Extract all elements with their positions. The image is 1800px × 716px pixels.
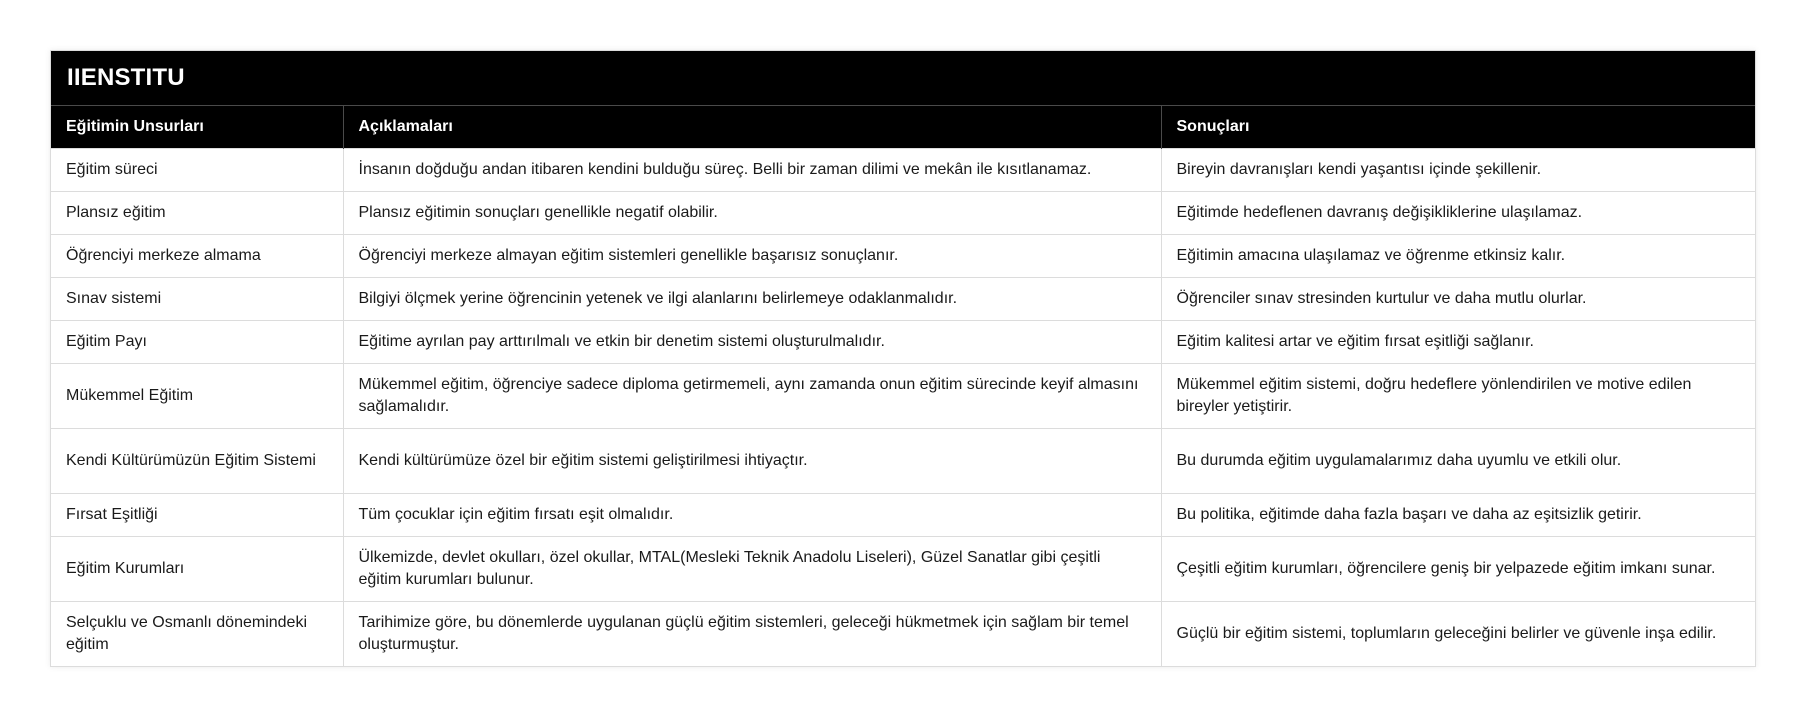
table-row (51, 321, 1755, 364)
education-table (51, 105, 1755, 666)
table-row (51, 278, 1755, 321)
cell-element: Kendi Kültürümüzün Eğitim Sistemi (51, 429, 343, 494)
cell-description: İnsanın doğduğu andan itibaren kendini bulduğu süreç. Belli bir zaman dilimi ve mekân ile kısıtlanamaz. (343, 149, 1161, 192)
table-row (51, 192, 1755, 235)
cell-result: Öğrenciler sınav stresinden kurtulur ve daha mutlu olurlar. (1161, 278, 1755, 321)
cell-result: Çeşitli eğitim kurumları, öğrencilere geniş bir yelpazede eğitim imkanı sunar. (1161, 537, 1755, 602)
table-row (51, 364, 1755, 429)
cell-result: Eğitim kalitesi artar ve eğitim fırsat eşitliği sağlanır. (1161, 321, 1755, 364)
education-table-card (50, 50, 1756, 667)
cell-element: Eğitim Payı (51, 321, 343, 364)
cell-element: Mükemmel Eğitim (51, 364, 343, 429)
cell-result: Eğitimin amacına ulaşılamaz ve öğrenme etkinsiz kalır. (1161, 235, 1755, 278)
cell-element: Eğitim süreci (51, 149, 343, 192)
cell-result: Bu durumda eğitim uygulamalarımız daha uyumlu ve etkili olur. (1161, 429, 1755, 494)
cell-result: Güçlü bir eğitim sistemi, toplumların geleceğini belirler ve güvenle inşa edilir. (1161, 602, 1755, 667)
cell-element: Sınav sistemi (51, 278, 343, 321)
cell-result: Bu politika, eğitimde daha fazla başarı ve daha az eşitsizlik getirir. (1161, 494, 1755, 537)
cell-description: Tarihimize göre, bu dönemlerde uygulanan güçlü eğitim sistemleri, geleceği hükmetmek için sağlam bir temel oluşturmuştur. (343, 602, 1161, 667)
cell-element: Eğitim Kurumları (51, 537, 343, 602)
table-row (51, 429, 1755, 494)
cell-description: Plansız eğitimin sonuçları genellikle negatif olabilir. (343, 192, 1161, 235)
cell-element: Plansız eğitim (51, 192, 343, 235)
cell-description: Kendi kültürümüze özel bir eğitim sistemi geliştirilmesi ihtiyaçtır. (343, 429, 1161, 494)
table-title: IIENSTITU (51, 51, 1755, 105)
column-header-descriptions: Açıklamaları (343, 106, 1161, 149)
cell-description: Bilgiyi ölçmek yerine öğrencinin yetenek ve ilgi alanlarını belirlemeye odaklanmalıdır. (343, 278, 1161, 321)
table-row (51, 494, 1755, 537)
cell-description: Tüm çocuklar için eğitim fırsatı eşit olmalıdır. (343, 494, 1161, 537)
cell-result: Mükemmel eğitim sistemi, doğru hedeflere yönlendirilen ve motive edilen bireyler yetiştirir. (1161, 364, 1755, 429)
cell-element: Öğrenciyi merkeze almama (51, 235, 343, 278)
header-row (51, 106, 1755, 149)
cell-description: Eğitime ayrılan pay arttırılmalı ve etkin bir denetim sistemi oluşturulmalıdır. (343, 321, 1161, 364)
cell-element: Fırsat Eşitliği (51, 494, 343, 537)
cell-description: Öğrenciyi merkeze almayan eğitim sistemleri genellikle başarısız sonuçlanır. (343, 235, 1161, 278)
column-header-results: Sonuçları (1161, 106, 1755, 149)
table-row (51, 149, 1755, 192)
cell-description: Ülkemizde, devlet okulları, özel okullar, MTAL(Mesleki Teknik Anadolu Liseleri), Güzel Sanatlar gibi çeşitli eğitim kurumları bulunur. (343, 537, 1161, 602)
table-row (51, 235, 1755, 278)
cell-result: Bireyin davranışları kendi yaşantısı içinde şekillenir. (1161, 149, 1755, 192)
column-header-elements: Eğitimin Unsurları (51, 106, 343, 149)
cell-description: Mükemmel eğitim, öğrenciye sadece diploma getirmemeli, aynı zamanda onun eğitim sürecinde keyif almasını sağlamalıdır. (343, 364, 1161, 429)
table-row (51, 537, 1755, 602)
cell-element: Selçuklu ve Osmanlı dönemindeki eğitim (51, 602, 343, 667)
table-row (51, 602, 1755, 667)
cell-result: Eğitimde hedeflenen davranış değişikliklerine ulaşılamaz. (1161, 192, 1755, 235)
